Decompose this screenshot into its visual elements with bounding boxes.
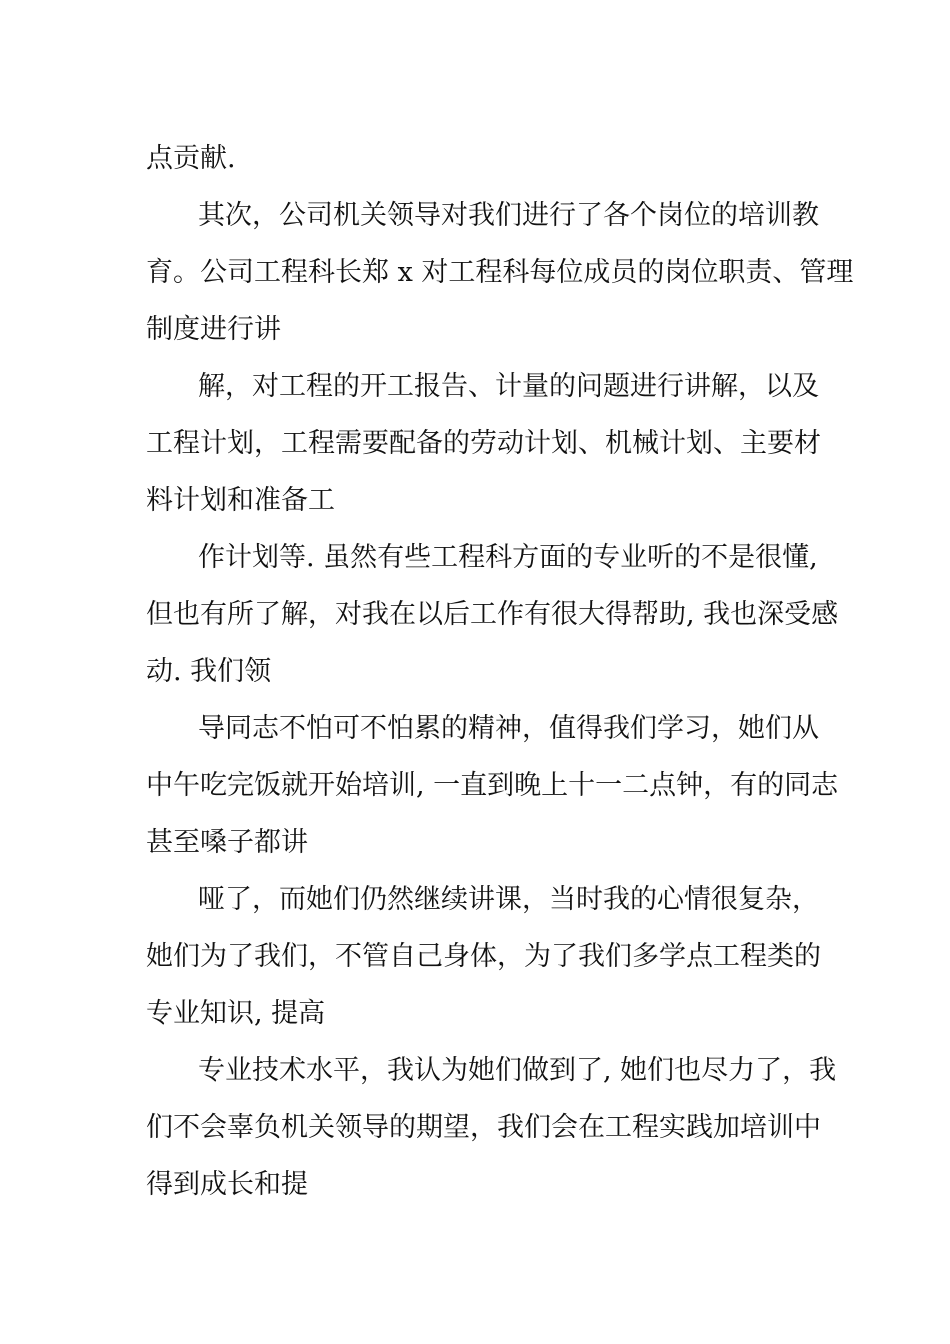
paragraph-first-line: 专业技术水平，我认为她们做到了, 她们也尽力了，我 [198, 1055, 837, 1086]
text-line: 工程计划，工程需要配备的劳动计划、机械计划、主要材 [146, 428, 821, 459]
text-line: 甚至嗓子都讲 [146, 827, 308, 858]
text-line: 中午吃完饭就开始培训, 一直到晚上十一二点钟，有的同志 [146, 770, 839, 801]
paragraph-first-line: 作计划等. 虽然有些工程科方面的专业听的不是很懂, [198, 542, 818, 573]
text-line: 点贡献. [146, 143, 236, 174]
paragraph-first-line: 哑了，而她们仍然继续讲课，当时我的心情很复杂， [198, 884, 819, 915]
text-line: 得到成长和提 [146, 1169, 308, 1200]
text-line: 料计划和准备工 [146, 485, 335, 516]
paragraph-first-line: 导同志不怕可不怕累的精神，值得我们学习，她们从 [198, 713, 819, 744]
text-line: 她们为了我们，不管自己身体，为了我们多学点工程类的 [146, 941, 821, 972]
document-body [146, 130, 854, 1213]
paragraph-first-line: 解，对工程的开工报告、计量的问题进行讲解，以及 [198, 371, 819, 402]
text-line: 们不会辜负机关领导的期望，我们会在工程实践加培训中 [146, 1112, 821, 1143]
paragraph-first-line: 其次，公司机关领导对我们进行了各个岗位的培训教 [198, 200, 819, 231]
text-line: 育。公司工程科长郑 x 对工程科每位成员的岗位职责、管理 [146, 257, 854, 288]
text-line: 专业知识, 提高 [146, 998, 326, 1029]
text-line: 动. 我们领 [146, 656, 272, 687]
text-line: 但也有所了解，对我在以后工作有很大得帮助, 我也深受感 [146, 599, 839, 630]
text-line: 制度进行讲 [146, 314, 281, 345]
